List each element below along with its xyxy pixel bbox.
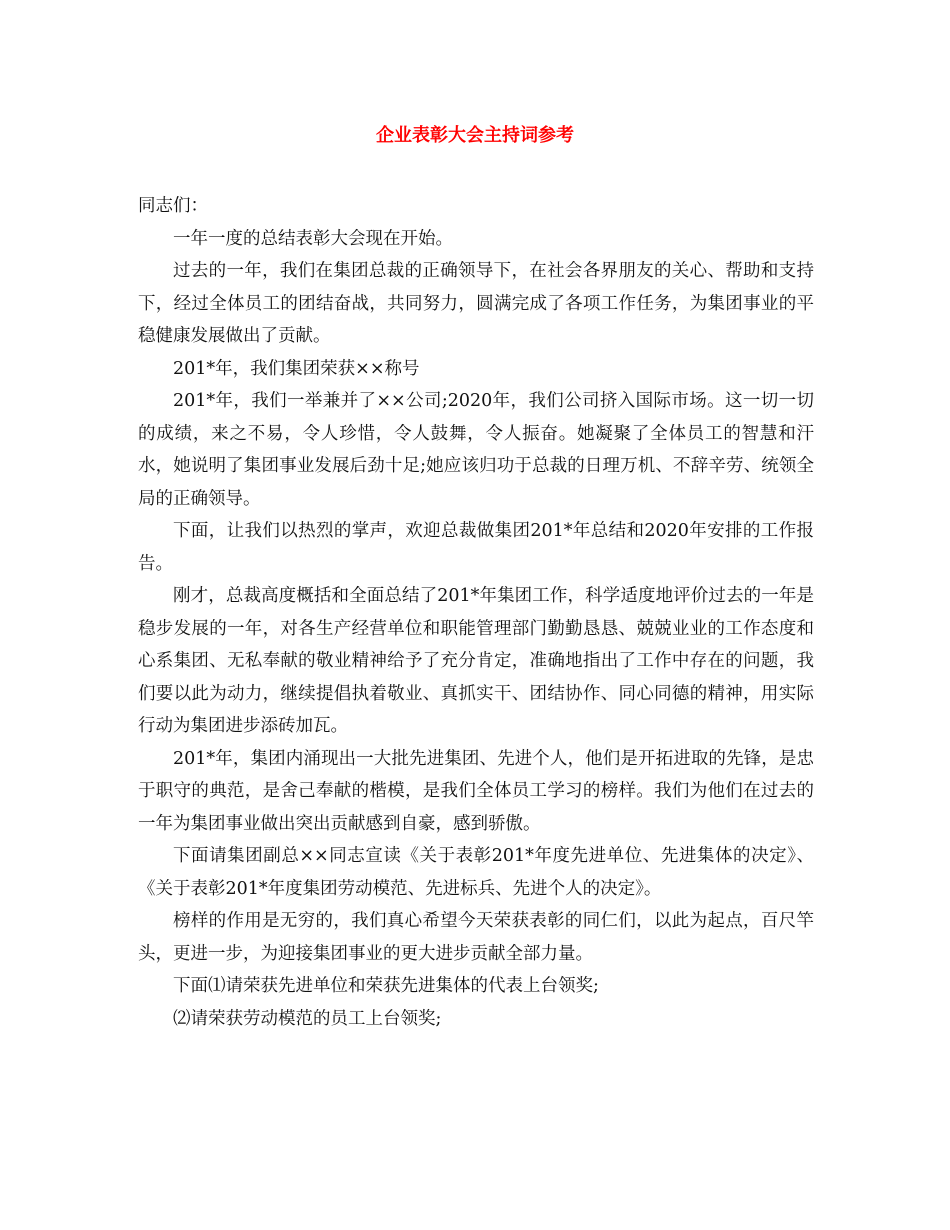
- paragraph-past-year: 过去的一年，我们在集团总裁的正确领导下，在社会各界朋友的关心、帮助和支持下，经过全体员工的团结奋战，共同努力，圆满完成了各项工作任务，为集团事业的平稳健康发展做出了贡献。: [138, 261, 814, 346]
- paragraph-report-summary: 刚才，总裁高度概括和全面总结了201*年集团工作，科学适度地评价过去的一年是稳步发展的一年，对各生产经营单位和职能管理部门勤勤恳恳、兢兢业业的工作态度和心系集团、无私奉献的敬业精神给予了充分肯定，准确地指出了工作中存在的问题，我们要以此为动力，继续提倡执着敬业、真抓实干、团结协作、同心同德的精神，用实际行动为集团进步添砖加瓦。: [138, 586, 814, 736]
- paragraph-award-1: 下面⑴请荣获先进单位和荣获先进集体的代表上台领奖;: [173, 976, 599, 996]
- paragraph-role-models: 榜样的作用是无穷的，我们真心希望今天荣获表彰的同仁们，以此为起点，百尺竿头，更进一步，为迎接集团事业的更大进步贡献全部力量。: [138, 911, 814, 964]
- paragraph-opening: 一年一度的总结表彰大会现在开始。: [173, 228, 453, 249]
- paragraph-award-2: ⑵请荣获劳动模范的员工上台领奖;: [173, 1008, 442, 1029]
- salutation: 同志们：: [138, 196, 208, 216]
- document-title: 企业表彰大会主持词参考: [376, 125, 574, 146]
- paragraph-announcement: 下面请集团副总××同志宣读《关于表彰201*年度先进单位、先进集体的决定》、《关于表彰201*年度集团劳动模范、先进标兵、先进个人的决定》。: [138, 846, 814, 899]
- paragraph-honor: 201*年，我们集团荣获××称号: [173, 358, 420, 379]
- paragraph-achievements: 201*年，我们一举兼并了××公司;2020年，我们公司挤入国际市场。这一切一切的成绩，来之不易，令人珍惜，令人鼓舞，令人振奋。她凝聚了全体员工的智慧和汗水，她说明了集团事业发展后劲十足;她应该归功于总裁的日理万机、不辞辛劳、统领全局的正确领导。: [138, 391, 814, 509]
- document-body: [138, 190, 814, 1035]
- paragraph-report-intro: 下面，让我们以热烈的掌声，欢迎总裁做集团201*年总结和2020年安排的工作报告。: [138, 521, 814, 574]
- paragraph-advanced: 201*年，集团内涌现出一大批先进集团、先进个人，他们是开拓进取的先锋，是忠于职守的典范，是舍己奉献的楷模，是我们全体员工学习的榜样。我们为他们在过去的一年为集团事业做出突出贡献感到自豪，感到骄傲。: [138, 748, 814, 834]
